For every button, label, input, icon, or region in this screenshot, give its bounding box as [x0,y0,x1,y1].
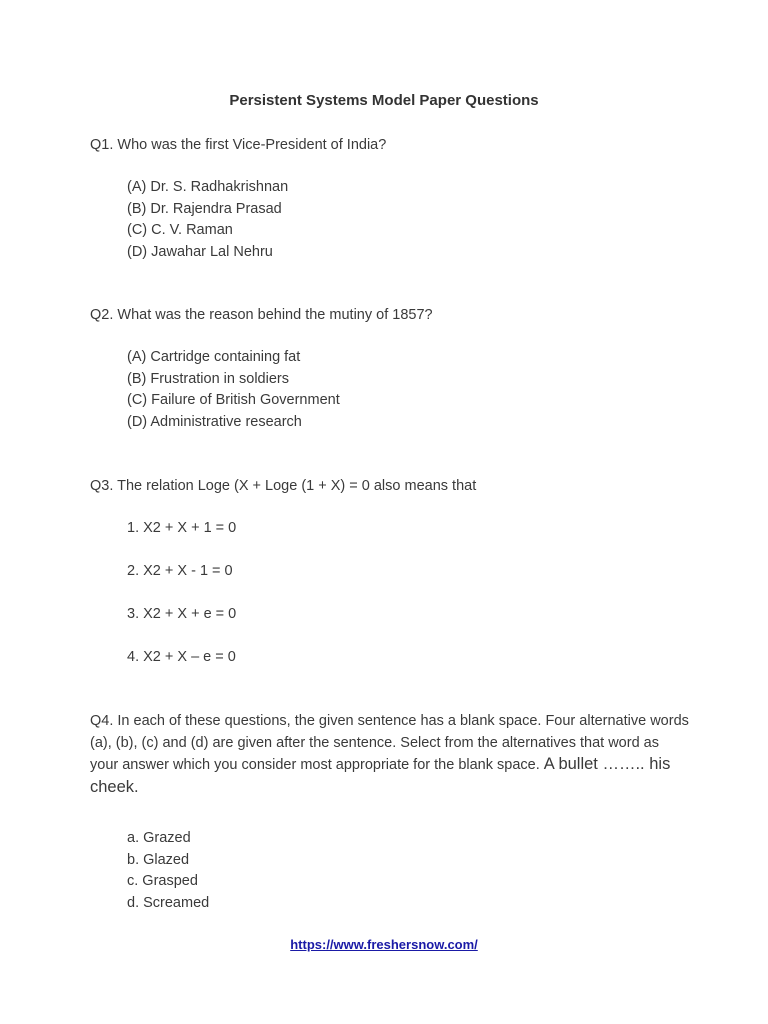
footer [0,937,768,952]
question-1-options [127,177,288,263]
option-item: (B) Dr. Rajendra Prasad [127,200,282,217]
option-item: (D) Jawahar Lal Nehru [127,243,273,260]
question-1: Q1. Who was the first Vice-President of India? [90,137,387,153]
option-item: 4. X2 + X – e = 0 [127,649,236,665]
question-4-sentence: A bullet …….. his cheek. [90,755,671,796]
option-item: d. Screamed [127,894,210,911]
option-item: (B) Frustration in soldiers [127,370,289,387]
option-item: a. Grazed [127,830,191,846]
question-2-options [127,347,340,433]
option-item: b. Glazed [127,851,190,868]
question-4-options [127,828,209,914]
option-item: (C) C. V. Raman [127,222,233,238]
question-2: Q2. What was the reason behind the mutiny of 1857? [90,307,433,323]
option-item: 2. X2 + X - 1 = 0 [127,563,233,579]
option-item: 3. X2 + X + e = 0 [127,606,237,622]
question-3: Q3. The relation Loge (X + Loge (1 + X) = 0 also means that [90,478,477,494]
option-item: (D) Administrative research [127,413,302,430]
website-link[interactable]: https://www.freshersnow.com/ [290,937,478,952]
option-item: 1. X2 + X + 1 = 0 [127,520,237,536]
question-4-text: Q4. In each of these questions, the given sentence has a blank space. Four alternative words (a), (b), (c) and (d) are given after the sentence. Select from the alternatives that word as your answer which you consider most appropriate for the blank space. [90,713,689,773]
option-item: (A) Cartridge containing fat [127,349,301,365]
question-4 [90,711,690,799]
option-item: (A) Dr. S. Radhakrishnan [127,179,289,195]
option-item: (C) Failure of British Government [127,392,340,408]
option-item: c. Grasped [127,873,198,889]
page-title: Persistent Systems Model Paper Questions [229,92,539,109]
